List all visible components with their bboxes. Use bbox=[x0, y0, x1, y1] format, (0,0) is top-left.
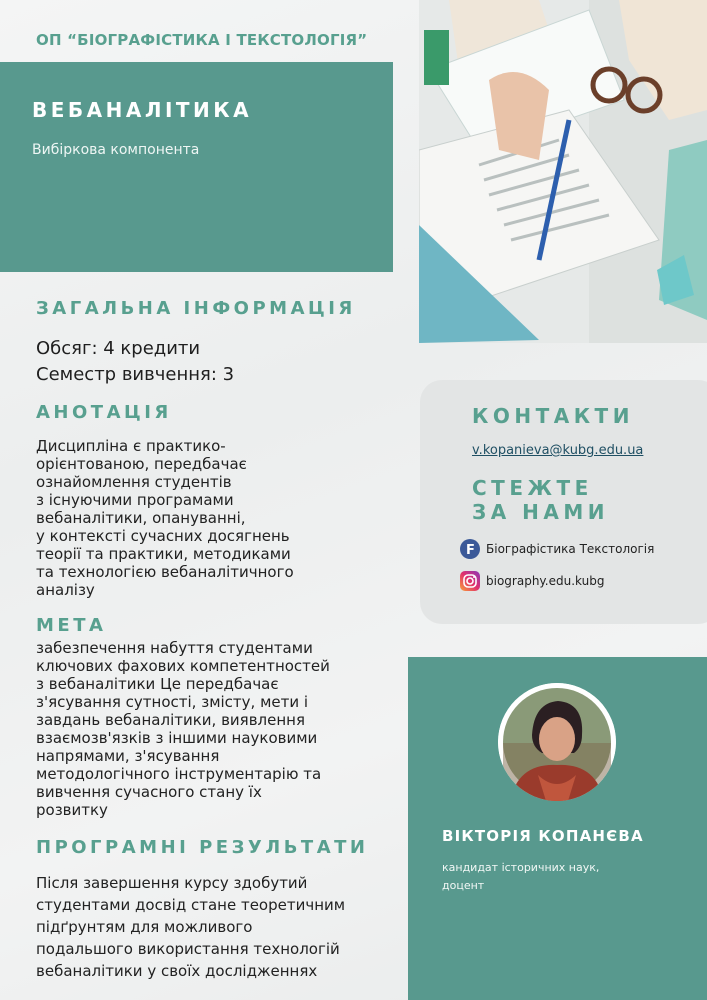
study-illustration bbox=[419, 0, 707, 343]
instagram-label: biography.edu.kubg bbox=[486, 574, 605, 588]
contacts-panel bbox=[420, 380, 707, 624]
annotation-heading: АНОТАЦІЯ bbox=[36, 402, 172, 423]
general-info-heading: ЗАГАЛЬНА ІНФОРМАЦІЯ bbox=[36, 298, 356, 319]
instagram-link[interactable] bbox=[460, 570, 604, 592]
annotation-text: Дисципліна є практико- орієнтованою, передбачає ознайомлення студентів з існуючими програмами вебаналітики, опануванні, у контексті сучасних досягнень теорії та практики, методиками та технологією вебаналітичного аналізу bbox=[36, 437, 294, 599]
facebook-link[interactable] bbox=[460, 538, 654, 560]
lecturer-role: кандидат історичних наук, доцент bbox=[442, 861, 600, 892]
results-text: Після завершення курсу здобутий студентами досвід стане теоретичним підґрунтям для можливого подальшого використання технологій вебаналітики у своїх дослідженнях bbox=[36, 874, 346, 980]
credits-text: Обсяг: 4 кредити bbox=[36, 338, 201, 359]
course-title: ВЕБАНАЛІТИКА bbox=[32, 98, 253, 122]
follow-us-heading: СТЕЖТЕ ЗА НАМИ bbox=[472, 476, 610, 524]
email-link[interactable]: v.kopanieva@kubg.edu.ua bbox=[472, 443, 644, 458]
facebook-icon bbox=[460, 539, 480, 559]
goal-heading: МЕТА bbox=[36, 615, 107, 636]
instagram-icon bbox=[460, 571, 480, 591]
contacts-heading: КОНТАКТИ bbox=[472, 404, 634, 428]
results-heading: ПРОГРАМНІ РЕЗУЛЬТАТИ bbox=[36, 837, 369, 858]
goal-text: забезпечення набуття студентами ключових фахових компетентностей з вебаналітики Це передбачає з'ясування сутності, змісту, мети і завдань вебаналітики, виявлення взаємозв'язків з іншими науковими напрямами, з'ясування методологічного інструментарію та вивчення сучасного стану їх розвитку bbox=[36, 639, 330, 819]
svg-text:F: F bbox=[466, 543, 475, 558]
facebook-label: Біографістика Текстологія bbox=[486, 542, 655, 556]
lecturer-avatar bbox=[498, 683, 616, 801]
course-subtitle: Вибіркова компонента bbox=[32, 142, 200, 158]
lecturer-card bbox=[408, 657, 707, 1000]
study-photo bbox=[419, 0, 707, 343]
course-title-band bbox=[0, 62, 393, 272]
semester-text: Семестр вивчення: 3 bbox=[36, 364, 235, 385]
program-title: ОП “БІОГРАФІСТИКА І ТЕКСТОЛОГІЯ” bbox=[36, 31, 368, 49]
lecturer-name: ВІКТОРІЯ КОПАНЄВА bbox=[442, 827, 644, 845]
